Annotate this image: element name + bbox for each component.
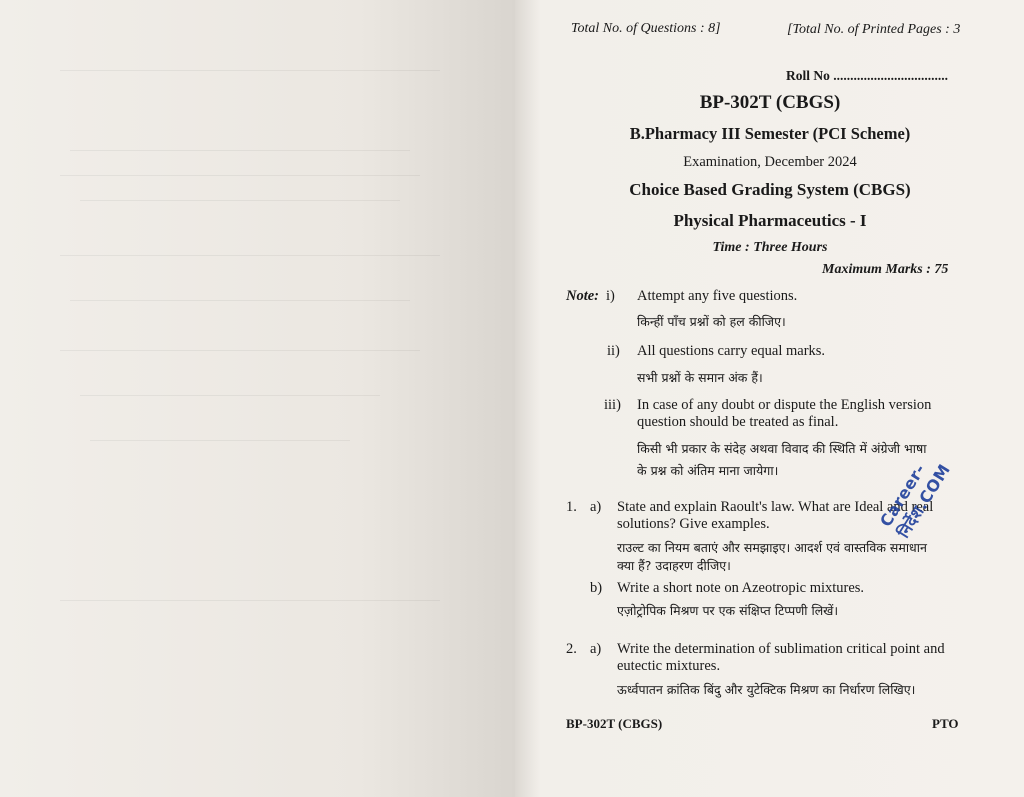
- note-text: Attempt any five questions.: [637, 288, 798, 304]
- question-number: 1.: [566, 499, 577, 515]
- question-text-hindi: क्या हैं? उदाहरण दीजिए।: [617, 558, 731, 573]
- roll-no: Roll No ..................................: [786, 68, 948, 83]
- note-text: All questions carry equal marks.: [637, 343, 826, 359]
- note-text-hindi: किसी भी प्रकार के संदेह अथवा विवाद की स्थिति में अंग्रेजी भाषा: [637, 441, 927, 456]
- note-label: Note:: [566, 288, 600, 304]
- question-text: State and explain Raoult's law. What are Ideal and real: [617, 499, 934, 515]
- note-num: ii): [607, 343, 620, 359]
- paper-code: BP-302T (CBGS): [699, 92, 841, 113]
- note-text-hindi: सभी प्रश्नों के समान अंक हैं।: [637, 370, 763, 385]
- note-text-hindi: के प्रश्न को अंतिम माना जायेगा।: [637, 463, 779, 478]
- note-num: iii): [604, 397, 621, 413]
- question-text-hindi: राउल्ट का नियम बताएं और समझाइए। आदर्श एवं वास्तविक समाधान: [617, 540, 927, 555]
- exam-session: Examination, December 2024: [683, 154, 857, 170]
- question-text-hindi: ऊर्ध्वपातन क्रांतिक बिंदु और युटेक्टिक मिश्रण का निर्धारण लिखिए।: [617, 682, 916, 697]
- question-text: eutectic mixtures.: [617, 658, 721, 674]
- note-text: In case of any doubt or dispute the English version: [637, 397, 932, 413]
- question-text: Write the determination of sublimation critical point and: [617, 641, 945, 657]
- note-text: question should be treated as final.: [637, 414, 839, 430]
- question-text: Write a short note on Azeotropic mixtures.: [617, 580, 865, 596]
- question-text: solutions? Give examples.: [617, 516, 770, 532]
- question-part-label: a): [590, 499, 602, 515]
- question-part-label: b): [590, 580, 603, 596]
- note-num: i): [606, 288, 615, 304]
- watermark-stamp: Career-निर्देश.COM: [876, 460, 955, 542]
- subject-title: Physical Pharmaceutics - I: [673, 211, 867, 230]
- question-part-label: a): [590, 641, 602, 657]
- question-text-hindi: एज़ोट्रोपिक मिश्रण पर एक संक्षिप्त टिप्पणी लिखें।: [617, 603, 839, 618]
- note-text-hindi: किन्हीं पाँच प्रश्नों को हल कीजिए।: [637, 314, 786, 329]
- question-number: 2.: [566, 641, 577, 657]
- grading-system: Choice Based Grading System (CBGS): [629, 180, 911, 199]
- footer-paper-code: BP-302T (CBGS): [566, 716, 663, 731]
- time-allowed: Time : Three Hours: [712, 240, 828, 255]
- course-title: B.Pharmacy III Semester (PCI Scheme): [629, 124, 911, 143]
- footer-pto: PTO: [932, 716, 959, 731]
- total-pages: [Total No. of Printed Pages : 3: [787, 22, 961, 37]
- maximum-marks: Maximum Marks : 75: [822, 262, 949, 277]
- total-questions: Total No. of Questions : 8]: [571, 21, 721, 36]
